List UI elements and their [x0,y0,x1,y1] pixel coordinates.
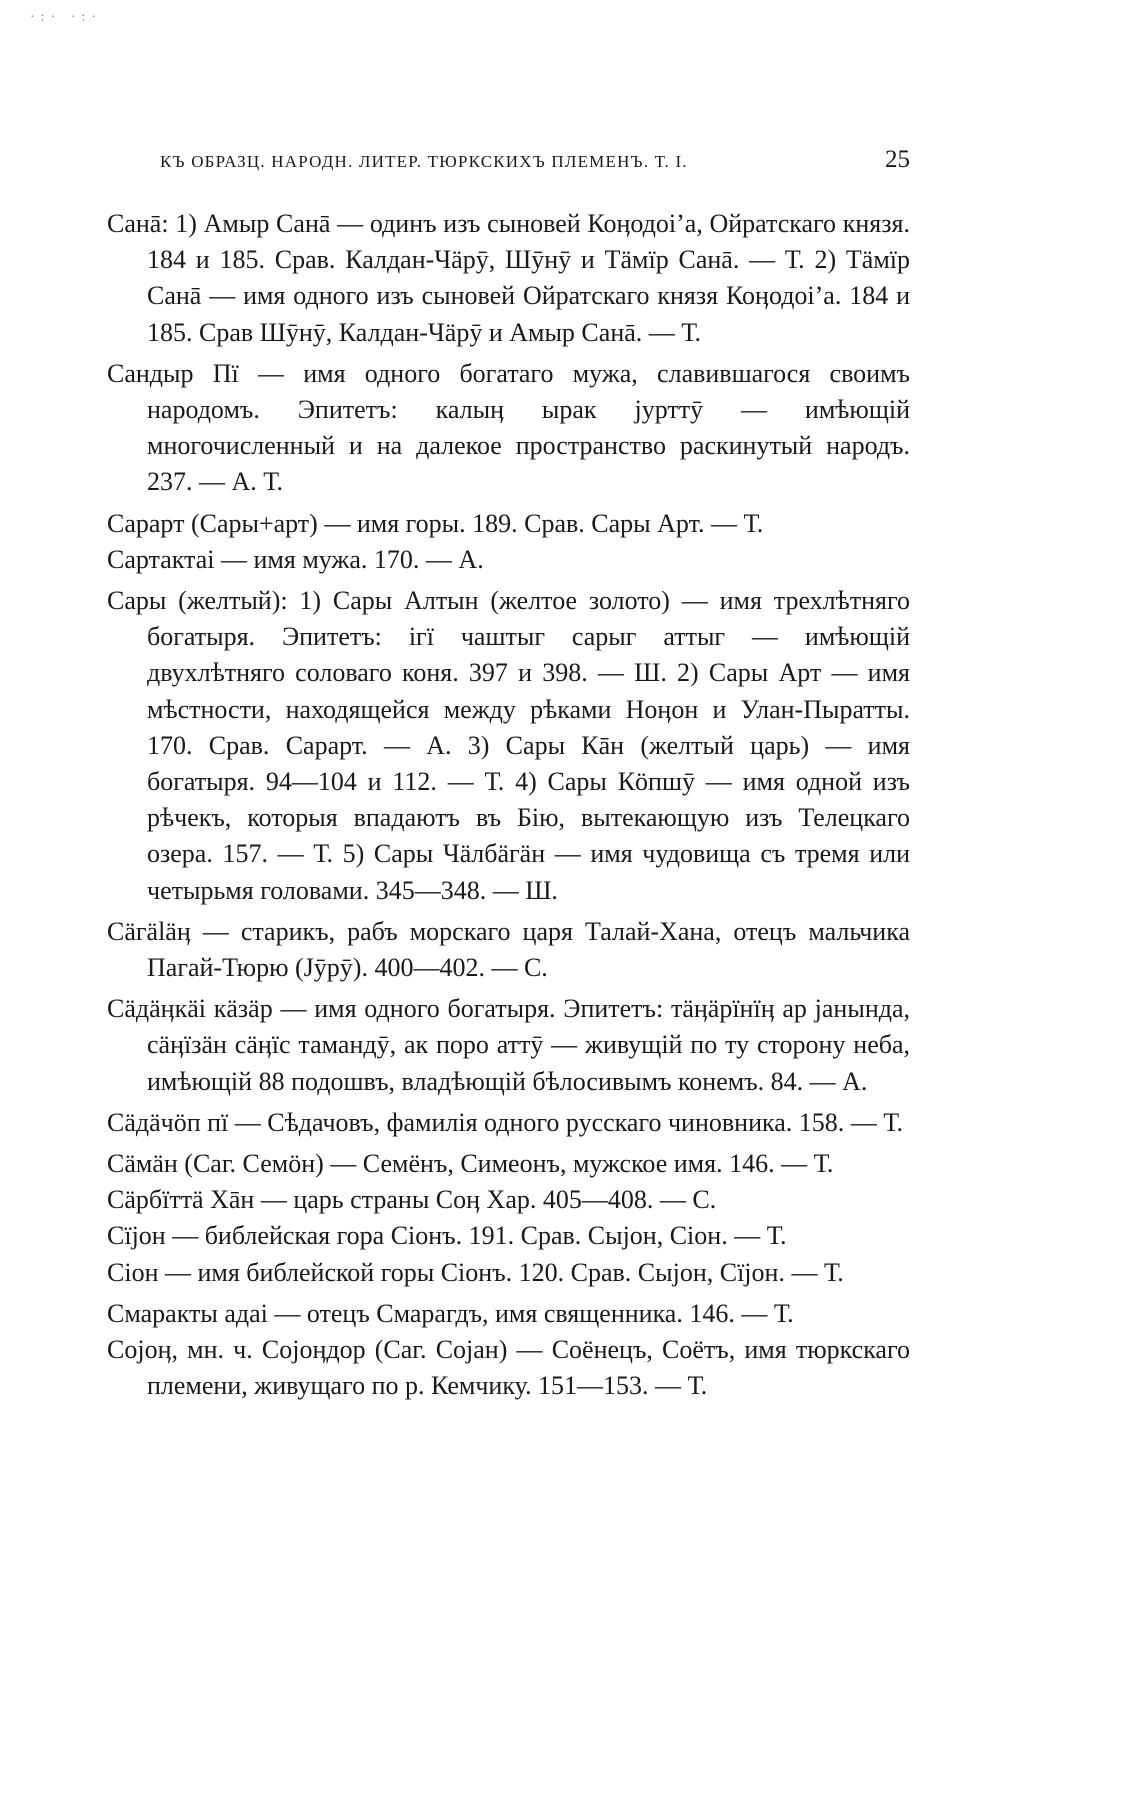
entry-sadachop-pi: Сäдäчöп пї — Сѣдачовъ, фамилія одного русскаго чиновника. 158. — Т. [107,1107,904,1137]
entry-smarakty-adai: Смаракты адаі — отецъ Смарагдъ, имя священника. 146. — Т. [107,1298,794,1328]
entry-sandyr-pi: Сандыр Пї — имя одного богатаго мужа, славившагося своимъ народомъ. Эпитетъ: калыӊ ырак јурттӯ — имѣющій многочисленный и на далекое пространство раскинутый народъ. 237. — А. Т. [107,358,910,497]
entry-sarbitta-khan: Сäрбїттä Хāн — царь страны Соӊ Хар. 405—408. — С. [107,1185,717,1215]
entry-sary: Сары (желтый): 1) Сары Алтын (желтое золото) — имя трехлѣтняго богатыря. Эпитетъ: ігї чаштыг сарыг аттыг — имѣющій двухлѣтняго соловаго коня. 397 и 398. — Ш. 2) Сары Арт — имя мѣстности, находящейся между рѣками Ноӊон и Улан-Пыратты. 170. Срав. Сарарт. — А. 3) Сары Кāн (желтый царь) — имя богатыря. 94—104 и 112. — Т. 4) Сары Кöпшӯ — имя одной изъ рѣчекъ, которыя впадаютъ въ Бію, вытекающую изъ Телецкаго озера. 157. — Т. 5) Сары Чäлбäгäн — имя чудовища съ тремя или четырьмя головами. 345—348. — Ш. [107,586,910,905]
entry-sana: Санā: 1) Амыр Санā — одинъ изъ сыновей Коӊодоі’а, Ойратскаго князя. 184 и 185. Срав. Калдан-Чäрӯ, Шӯнӯ и Тäмїр Санā. — Т. 2) Тäмїр Санā — имя одного изъ сыновей Ойратскаго князя Коӊодоі’а. 184 и 185. Срав Шӯнӯ, Калдан-Чäрӯ и Амыр Санā. — Т. [107,209,910,347]
running-head-title: КЪ ОБРАЗЦ. НАРОДН. ЛИТЕР. ТЮРКСКИХЪ ПЛЕМЕНЪ. Т. I. [160,152,688,171]
entry-saman: Сäмäн (Саг. Семöн) — Семёнъ, Симеонъ, мужское имя. 146. — Т. [107,1149,834,1179]
glossary-body [107,206,910,1405]
entry-sagalang: Сäгäläӊ — старикъ, рабъ морскаго царя Талай-Хана, отецъ мальчика Пагай-Тюрю (Јӯрӯ). 400—402. — С. [107,916,910,983]
scan-speck-decoration: ·:· ·:· [30,10,102,25]
running-head [160,146,910,180]
entry-sadangkai-kazar: Сäдäӊкäі кäзäр — имя одного богатыря. Эпитетъ: тäӊäрїнїӊ ар јанында, сäӊїзäн сäӊїс тамандӯ, ак поро аттӯ — живущій по ту сторону неба, имѣющій 88 подошвъ, владѣющій бѣлосивымъ конемъ. 84. — А. [107,994,910,1096]
page-number: 25 [885,146,910,173]
entry-sojong: Сојоӊ, мн. ч. Сојоӊдор (Саг. Сојан) — Соёнецъ, Соётъ, имя тюркскаго племени, живущаго по р. Кемчику. 151—153. — Т. [107,1335,910,1401]
entry-sarart: Сарарт (Сары+арт) — имя горы. 189. Срав. Сары Арт. — Т. [107,508,764,538]
entry-sion: Сіон — имя библейской горы Сіонъ. 120. Срав. Сыјон, Сїјон. — Т. [107,1257,844,1287]
entry-sijon: Сїјон — библейская гора Сіонъ. 191. Срав. Сыјон, Сіон. — Т. [107,1221,787,1251]
entry-sartaktai: Сартактаі — имя мужа. 170. — А. [107,544,484,574]
